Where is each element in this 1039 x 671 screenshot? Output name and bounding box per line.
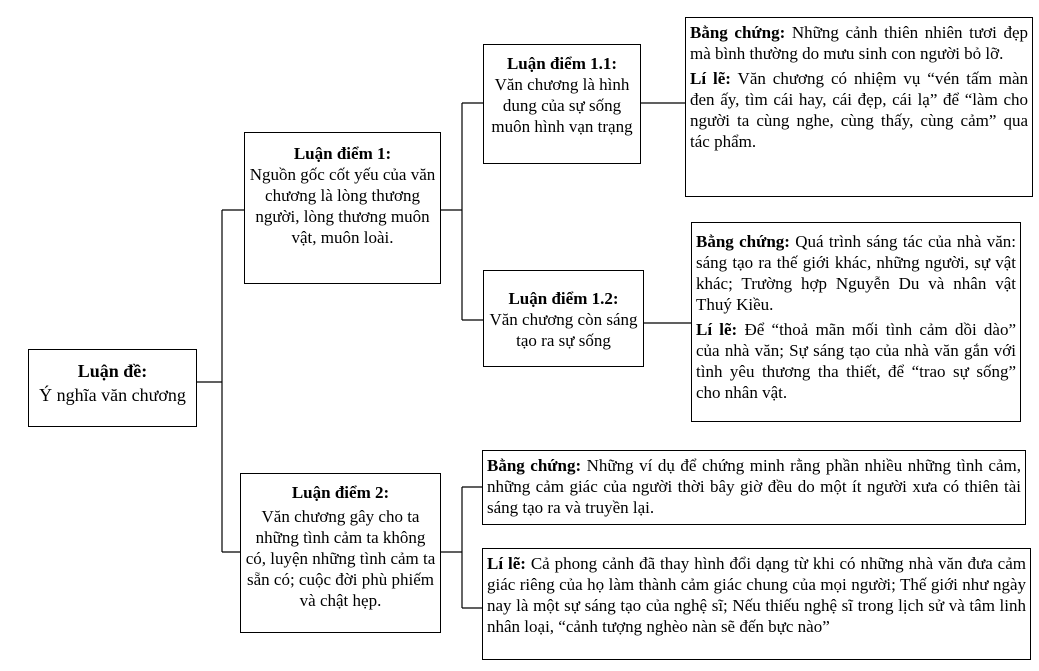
point-1-text: Nguồn gốc cốt yếu của văn chương là lòng thương người, lòng thương muôn vật, muôn loài. bbox=[249, 165, 436, 247]
point-1-1-title: Luận điểm 1.1: bbox=[506, 54, 618, 73]
point-2-title: Luận điểm 2: bbox=[291, 483, 390, 502]
root-text: Ý nghĩa văn chương bbox=[39, 385, 186, 405]
evidence-1-1-box bbox=[685, 17, 1033, 197]
reason-label: Lí lẽ: bbox=[696, 320, 738, 339]
reason-label: Lí lẽ: bbox=[487, 554, 526, 573]
root-title: Luận đề: bbox=[77, 361, 148, 381]
reason-text: Văn chương có nhiệm vụ “vén tấm màn đen ấy, tìm cái hay, cái đẹp, cái lạ” để “làm cho người ta cùng nghe, cùng thấy, cùng cảm” qua tác phẩm. bbox=[690, 69, 1028, 151]
point-1-2-node bbox=[483, 270, 644, 367]
reason-1-2-para bbox=[696, 319, 1016, 403]
evidence-1-2-para bbox=[696, 231, 1016, 315]
point-1-1-text: Văn chương là hình dung của sự sống muôn hình vạn trạng bbox=[491, 75, 633, 136]
evidence-1-1-para bbox=[690, 22, 1028, 64]
evidence-text: Những cảnh thiên nhiên tươi đẹp mà bình thường do mưu sinh con người bỏ lỡ. bbox=[690, 23, 1028, 63]
point-1-node bbox=[244, 132, 441, 284]
evidence-label: Bằng chứng: bbox=[696, 232, 790, 251]
point-2-node bbox=[240, 473, 441, 633]
evidence-2-box bbox=[482, 450, 1026, 525]
evidence-text: Quá trình sáng tác của nhà văn: sáng tạo ra thế giới khác, những người, sự vật khác; Trường hợp Nguyễn Du và nhân vật Thuý Kiều. bbox=[696, 232, 1016, 314]
reason-text: Cả phong cảnh đã thay hình đổi dạng từ khi có những nhà văn đưa cảm giác riêng của họ làm thành cảm giác chung của mọi người; Thế giới như ngày nay là một sự sáng tạo của nghệ sĩ; Nếu thiếu nghệ sĩ trong lịch sử và tâm linh nhân loại, “cảnh tượng nghèo nàn sẽ đến bực nào” bbox=[487, 554, 1026, 636]
evidence-1-2-box bbox=[691, 222, 1021, 422]
point-1-1-node bbox=[483, 44, 641, 164]
reason-text: Để “thoả mãn mối tình cảm dồi dào” của nhà văn; Sự sáng tạo của nhà văn gắn với tình yêu thương tha thiết, để “trao sự sống” cho nhân vật. bbox=[696, 320, 1016, 402]
reason-2-box bbox=[482, 548, 1031, 660]
evidence-label: Bằng chứng: bbox=[487, 456, 582, 475]
point-1-2-title: Luận điểm 1.2: bbox=[508, 289, 619, 308]
reason-label: Lí lẽ: bbox=[690, 69, 731, 88]
evidence-text: Những ví dụ để chứng minh rằng phần nhiều những tình cảm, những cảm giác của người thời bây giờ đều do một ít người xưa có thiên tài sáng tạo ra và truyền lại. bbox=[487, 456, 1021, 517]
point-1-2-text: Văn chương còn sáng tạo ra sự sống bbox=[489, 310, 638, 350]
point-2-text: Văn chương gây cho ta những tình cảm ta không có, luyện những tình cảm ta sẵn có; cuộc đời phù phiếm và chật hẹp. bbox=[245, 507, 436, 610]
point-1-title: Luận điểm 1: bbox=[293, 144, 392, 163]
reason-1-1-para bbox=[690, 68, 1028, 152]
root-node bbox=[28, 349, 197, 427]
evidence-label: Bằng chứng: bbox=[690, 23, 786, 42]
